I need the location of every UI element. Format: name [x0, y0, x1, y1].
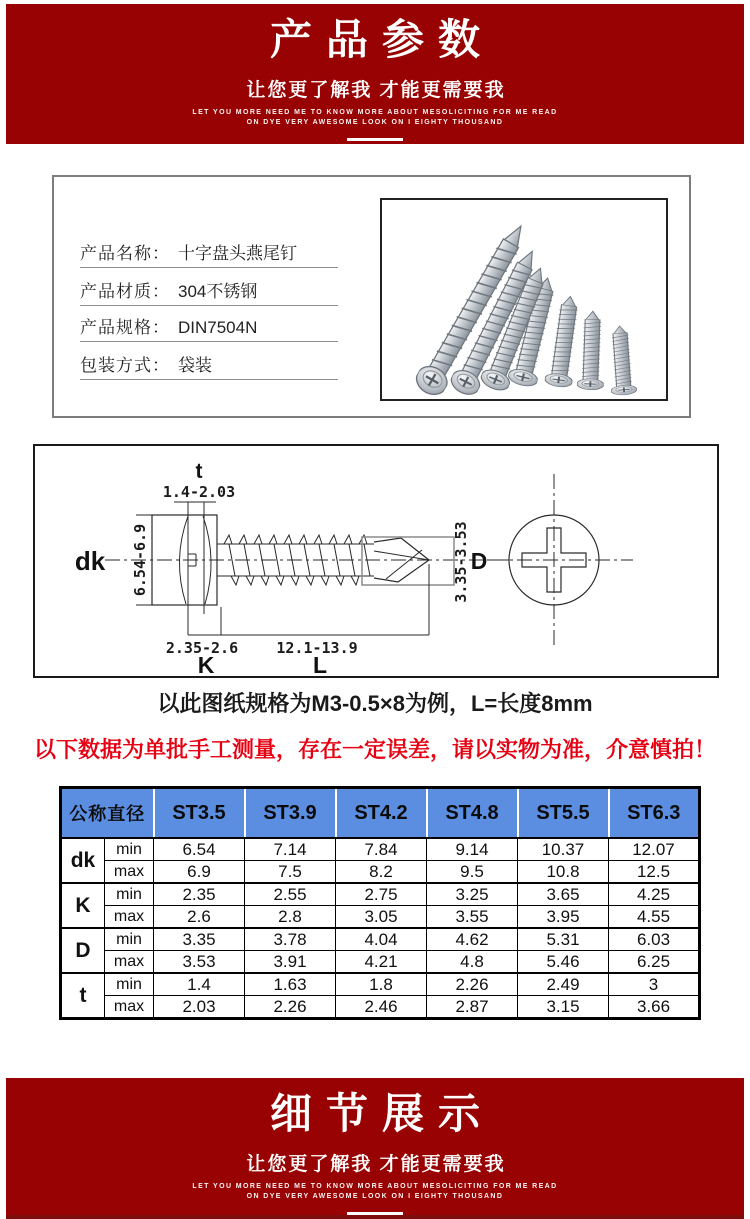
- spec-value: 4.62: [427, 928, 518, 951]
- spec-table-column-header: ST3.5: [154, 788, 245, 839]
- product-packing-row: [80, 352, 338, 380]
- spec-table: [59, 786, 701, 1020]
- banner-title: 细节展示: [269, 1090, 494, 1137]
- spec-value: 2.46: [336, 996, 427, 1019]
- spec-table-column-header: ST4.2: [336, 788, 427, 839]
- dim-k-label: K: [197, 652, 215, 676]
- spec-value: 6.9: [154, 861, 245, 884]
- spec-table-header-row: [61, 788, 700, 839]
- spec-value: 4.21: [336, 951, 427, 974]
- bottom-banner: [6, 1078, 744, 1219]
- min-label: min: [105, 838, 154, 861]
- spec-value: 2.75: [336, 883, 427, 906]
- screw-7: [607, 325, 637, 396]
- spec-value: 3: [609, 973, 700, 996]
- product-spec-label: 产品规格：: [80, 318, 170, 337]
- spec-value: 3.55: [427, 906, 518, 929]
- spec-value: 2.26: [427, 973, 518, 996]
- spec-value: 2.87: [427, 996, 518, 1019]
- spec-value: 5.46: [518, 951, 609, 974]
- spec-value: 2.8: [245, 906, 336, 929]
- product-name-row: [80, 240, 338, 268]
- spec-table-row: [61, 838, 700, 861]
- spec-param-label: t: [61, 973, 105, 1019]
- dim-d-label: D: [470, 548, 488, 574]
- product-spec-value: DIN7504N: [178, 318, 258, 337]
- banner-eng-line1: LET YOU MORE NEED ME TO KNOW MORE ABOUT MESOLICITING FOR ME READ: [192, 109, 558, 117]
- dim-dk-label: dk: [74, 546, 106, 576]
- banner-title: 产品参数: [269, 16, 494, 63]
- drawing-example-note: 以此图纸规格为M3-0.5×8为例，L=长度8mm: [157, 691, 593, 716]
- spec-value: 7.14: [245, 838, 336, 861]
- spec-value: 1.8: [336, 973, 427, 996]
- product-material-row: [80, 278, 338, 306]
- spec-value: 3.91: [245, 951, 336, 974]
- spec-value: 4.04: [336, 928, 427, 951]
- spec-value: 2.6: [154, 906, 245, 929]
- spec-table-corner: 公称直径: [61, 788, 154, 839]
- spec-value: 12.07: [609, 838, 700, 861]
- measurement-warning-note: 以下数据为单批手工测量，存在一定误差，请以实物为准，介意慎拍！: [33, 737, 716, 762]
- spec-value: 4.55: [609, 906, 700, 929]
- spec-value: 8.2: [336, 861, 427, 884]
- screw-5: [544, 295, 584, 389]
- spec-table-row: [61, 996, 700, 1019]
- spec-value: 2.35: [154, 883, 245, 906]
- max-label: max: [105, 906, 154, 929]
- spec-table-row: [61, 928, 700, 951]
- spec-value: 10.8: [518, 861, 609, 884]
- spec-value: 2.26: [245, 996, 336, 1019]
- screw-6: [577, 311, 606, 390]
- spec-value: 2.49: [518, 973, 609, 996]
- spec-table-column-header: ST5.5: [518, 788, 609, 839]
- spec-value: 3.78: [245, 928, 336, 951]
- max-label: max: [105, 996, 154, 1019]
- spec-value: 3.15: [518, 996, 609, 1019]
- spec-param-label: D: [61, 928, 105, 973]
- spec-value: 1.63: [245, 973, 336, 996]
- spec-value: 9.14: [427, 838, 518, 861]
- spec-table-row: [61, 906, 700, 929]
- dim-l-label: L: [312, 652, 328, 676]
- screws-photo-illustration: [382, 200, 666, 399]
- dim-dk-range: 6.54-6.9: [131, 523, 149, 597]
- spec-value: 12.5: [609, 861, 700, 884]
- spec-value: 3.05: [336, 906, 427, 929]
- banner-subtitle: 让您更了解我 才能更需要我: [246, 80, 506, 102]
- spec-table-column-header: ST4.8: [427, 788, 518, 839]
- spec-param-label: dk: [61, 838, 105, 883]
- spec-value: 2.03: [154, 996, 245, 1019]
- spec-value: 7.5: [245, 861, 336, 884]
- banner-underline: [347, 1212, 403, 1215]
- spec-value: 3.25: [427, 883, 518, 906]
- spec-table-body: [61, 838, 700, 1019]
- banner-underline: [347, 138, 403, 141]
- spec-value: 6.54: [154, 838, 245, 861]
- spec-table-head: [61, 788, 700, 839]
- product-packing-value: 袋装: [178, 356, 212, 375]
- product-name-value: 十字盘头燕尾钉: [178, 244, 297, 263]
- spec-value: 7.84: [336, 838, 427, 861]
- spec-table-row: [61, 861, 700, 884]
- spec-value: 5.31: [518, 928, 609, 951]
- min-label: min: [105, 883, 154, 906]
- spec-value: 3.53: [154, 951, 245, 974]
- spec-value: 2.55: [245, 883, 336, 906]
- screw-dimension-drawing: [35, 446, 717, 676]
- spec-param-label: K: [61, 883, 105, 928]
- spec-value: 3.66: [609, 996, 700, 1019]
- product-packing-label: 包装方式：: [80, 356, 170, 375]
- max-label: max: [105, 861, 154, 884]
- spec-value: 4.8: [427, 951, 518, 974]
- product-info-box: [52, 175, 691, 418]
- spec-value: 3.95: [518, 906, 609, 929]
- banner-eng-line2: ON DYE VERY AWESOME LOOK ON I EIGHTY THOUSAND: [246, 1193, 504, 1201]
- technical-diagram-box: [33, 444, 719, 678]
- spec-table-column-header: ST6.3: [609, 788, 700, 839]
- banner-eng-line2: ON DYE VERY AWESOME LOOK ON I EIGHTY THOUSAND: [246, 119, 504, 127]
- banner-subtitle: 让您更了解我 才能更需要我: [246, 1154, 506, 1176]
- spec-value: 6.03: [609, 928, 700, 951]
- min-label: min: [105, 928, 154, 951]
- product-material-value: 304不锈钢: [178, 282, 258, 301]
- banner-eng-line1: LET YOU MORE NEED ME TO KNOW MORE ABOUT MESOLICITING FOR ME READ: [192, 1183, 558, 1191]
- spec-value: 10.37: [518, 838, 609, 861]
- dim-t-range: 1.4-2.03: [162, 483, 236, 501]
- spec-table-column-header: ST3.9: [245, 788, 336, 839]
- dim-t-label: t: [195, 460, 203, 483]
- product-spec-row: [80, 314, 338, 342]
- product-photo: [380, 198, 668, 401]
- dim-k-range: 2.35-2.6: [165, 639, 239, 657]
- spec-value: 4.25: [609, 883, 700, 906]
- spec-value: 6.25: [609, 951, 700, 974]
- dim-d-range: 3.35-3.53: [452, 521, 470, 603]
- min-label: min: [105, 973, 154, 996]
- spec-table-row: [61, 973, 700, 996]
- spec-table-row: [61, 951, 700, 974]
- product-name-label: 产品名称：: [80, 244, 170, 263]
- spec-table-row: [61, 883, 700, 906]
- max-label: max: [105, 951, 154, 974]
- spec-value: 3.65: [518, 883, 609, 906]
- dim-l-range: 12.1-13.9: [276, 639, 358, 657]
- spec-value: 3.35: [154, 928, 245, 951]
- spec-value: 9.5: [427, 861, 518, 884]
- spec-value: 1.4: [154, 973, 245, 996]
- top-banner: [6, 4, 744, 144]
- product-material-label: 产品材质：: [80, 282, 170, 301]
